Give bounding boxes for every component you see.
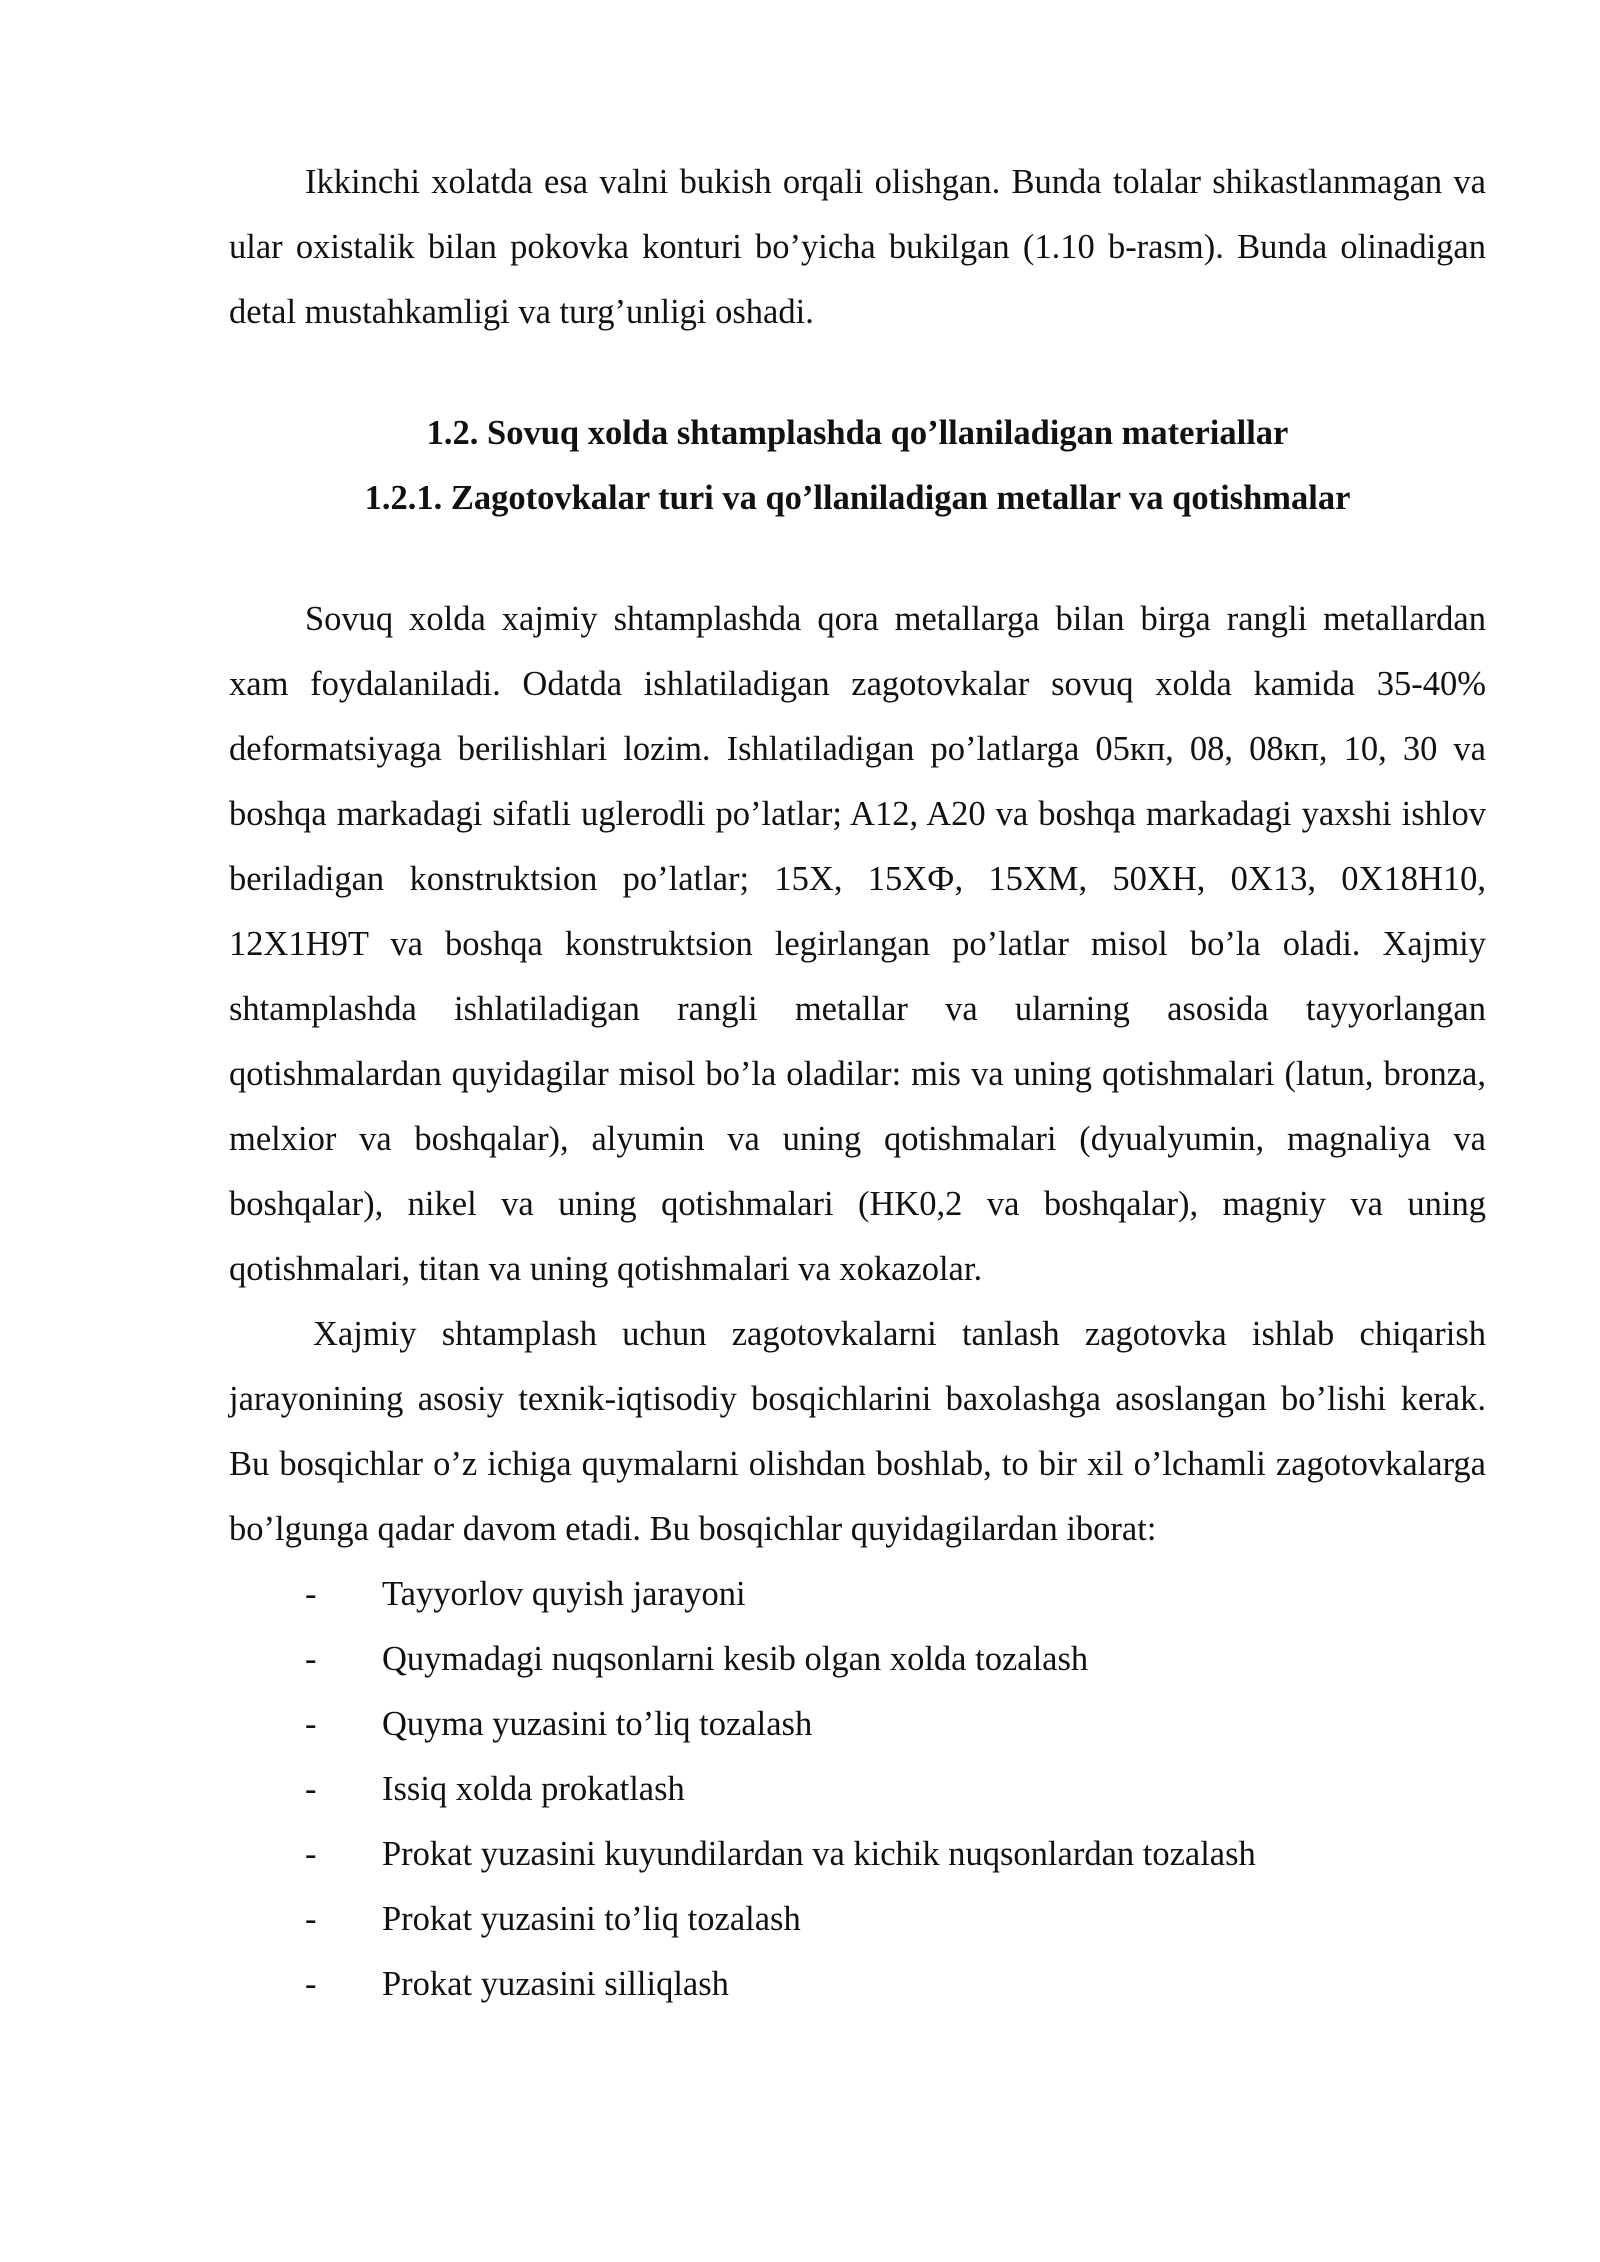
list-item-text: Prokat yuzasini kuyundilardan va kichik nuqsonlardan tozalash [382, 1835, 1256, 1873]
list-dash: - [305, 1640, 317, 1678]
intro-paragraph: Ikkinchi xolatda esa valni bukish orqali olishgan. Bunda tolalar shikastlanmagan va ular oxistalik bilan pokovka konturi bo’yicha bukilgan (1.10 b-rasm). Bunda olinadigan detal mustahkamligi va turg’unligi oshadi. [229, 163, 1486, 331]
list-dash: - [305, 1900, 317, 1938]
list-item-text: Issiq xolda prokatlash [382, 1770, 685, 1808]
list-dash: - [305, 1575, 317, 1613]
list-item-text: Tayyorlov quyish jarayoni [382, 1575, 746, 1613]
list-item [229, 1627, 1486, 1692]
process-steps-list [229, 1562, 1486, 2017]
list-item [229, 1952, 1486, 2017]
subsection-heading: 1.2.1. Zagotovkalar turi va qo’llaniladigan metallar va qotishmalar [364, 479, 1351, 517]
list-dash: - [305, 1705, 317, 1743]
list-dash: - [305, 1835, 317, 1873]
list-dash: - [305, 1965, 317, 2003]
materials-paragraph: Sovuq xolda xajmiy shtamplashda qora metallarga bilan birga rangli metallardan xam foydalaniladi. Odatda ishlatiladigan zagotovkalar sovuq xolda kamida 35-40% deformatsiyaga berilishlari lozim. Ishlatiladigan po’latlarga 05кп, 08, 08кп, 10, 30 va boshqa markadagi sifatli uglerodli po’latlar; A12, A20 va boshqa markadagi yaxshi ishlov beriladigan konstruktsion po’latlar; 15X, 15XФ, 15XM, 50XH, 0X13, 0X18H10, 12X1H9T va boshqa konstruktsion legirlangan po’latlar misol bo’la oladi. Xajmiy shtamplashda ishlatiladigan rangli metallar va ularning asosida tayyorlangan qotishmalardan quyidagilar misol bo’la oladilar: mis va uning qotishmalari (latun, bronza, melxior va boshqalar), alyumin va uning qotishmalari (dyualyumin, magnaliya va boshqalar), nikel va uning qotishmalari (HK0,2 va boshqalar), magniy va uning qotishmalari, titan va uning qotishmalari va xokazolar. [229, 600, 1486, 1288]
section-heading: 1.2. Sovuq xolda shtamplashda qo’llaniladigan materiallar [426, 414, 1289, 452]
list-item-text: Quymadagi nuqsonlarni kesib olgan xolda tozalash [382, 1640, 1089, 1678]
list-item [229, 1887, 1486, 1952]
blank-selection-paragraph: Xajmiy shtamplash uchun zagotovkalarni tanlash zagotovka ishlab chiqarish jarayonining asosiy texnik-iqtisodiy bosqichlarini baxolashga asoslangan bo’lishi kerak. Bu bosqichlar o’z ichiga quymalarni olishdan boshlab, to bir xil o’lchamli zagotovkalarga bo’lgunga qadar davom etadi. Bu bosqichlar quyidagilardan iborat: [229, 1315, 1486, 1548]
document-page [229, 150, 1486, 2017]
list-item-text: Quyma yuzasini to’liq tozalash [382, 1705, 813, 1743]
list-dash: - [305, 1770, 317, 1808]
list-item [229, 1692, 1486, 1757]
list-item-text: Prokat yuzasini to’liq tozalash [382, 1900, 801, 1938]
heading-block [229, 401, 1486, 531]
list-item [229, 1822, 1486, 1887]
list-item [229, 1757, 1486, 1822]
list-item-text: Prokat yuzasini silliqlash [382, 1965, 729, 2003]
list-item [229, 1562, 1486, 1627]
